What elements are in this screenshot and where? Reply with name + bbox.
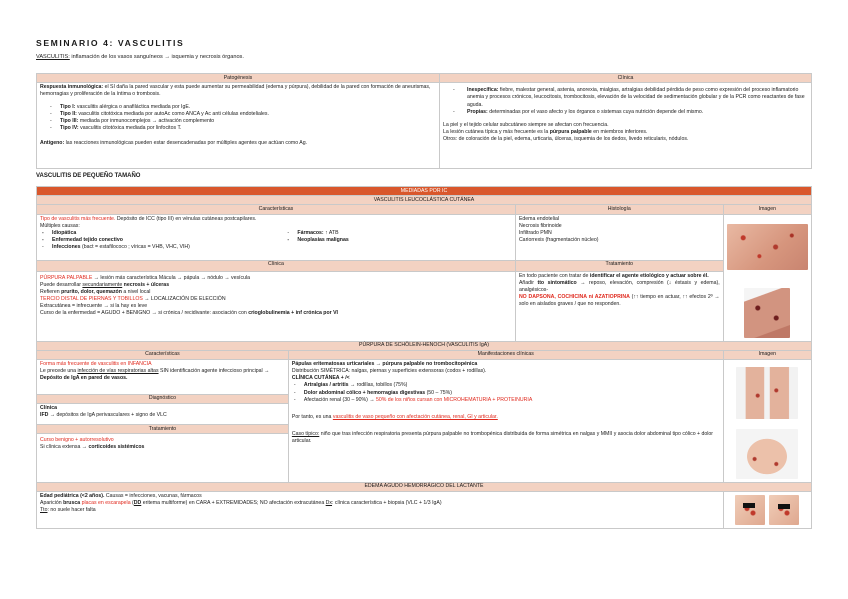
subtitle-label: VASCULITIS: (36, 54, 70, 60)
legs-photo (736, 367, 798, 419)
header-edema: EDEMA AGUDO HEMORRÁGICO DEL LACTANTE (37, 482, 812, 491)
main-table (36, 186, 812, 529)
list-item: - Artralgias / artritis → rodillas, tobillos (75%) (292, 382, 720, 389)
header-clinica: Clínica (37, 260, 516, 271)
page-subtitle (36, 54, 244, 62)
list-item: - Enfermedad tejido conectivo (40, 237, 285, 244)
sh-image-cell (723, 359, 811, 482)
clinica-p1: La piel y el tejido celular subcutáneo siempre se afectan con frecuencia. (443, 121, 609, 128)
bar-mediadas: MEDIADAS POR IC (37, 187, 812, 196)
col-patogenesis: Patogénesis (37, 74, 440, 83)
clinica-p2: La lesión cutánea típica y más frecuente es la púrpura palpable en miembros inferiores. (443, 129, 648, 136)
leuco-caracteristicas-cell: Tipo de vasculitis más frecuente. Depósito de ICC (tipo III) en vénulas cutáneas postcapilares. Múltiples causas: - Idiopática - Enfermedad tejido conectivo - Infecciones (bact = estafilococo ; víricas = VHB, VHC, VIH) - Fármacos: ↑ ATB - Neoplasias malignas (37, 214, 516, 260)
page-title: SEMINARIO 4: VASCULITIS (36, 38, 185, 48)
list-item: - Tipo II: vasculitis citotóxica mediada por autoAc como ANCA y Ac anti células endoteliales. (48, 111, 436, 118)
header-diagnostico: Diagnóstico (37, 394, 288, 404)
header-imagen: Imagen (723, 205, 811, 214)
header-caracteristicas: Características (37, 205, 516, 214)
sh-tratamiento: Curso benigno + autorresolutivo Si clínica extensa → corticoides sistémicos (40, 437, 145, 451)
sh-caracteristicas: Forma más frecuente de vasculitis en INFANCIA Le precede una infección de vías respiratorias altas SIN identificación agente infeccioso principal → Depósito de IgA en pared de vasos. (40, 360, 270, 382)
list-item: - Tipo I: vasculitis alérgica o anafiláctica mediada por IgE. (48, 104, 436, 111)
censor-bar (778, 504, 790, 509)
header-tratamiento: Tratamiento (515, 260, 723, 271)
subtitle-text: inflamación de los vasos sanguíneos → isquemia y necrosis órganos. (71, 54, 244, 60)
leuco-clinica-cell: PÚRPURA PALPABLE → lesión más característica Mácula → pápula → nódulo → vesícula Puede desarrollar secundariamente necrosis + úlceras Refieren prurito, dolor, quemazón a nivel local TERCIO DISTAL DE PIERNAS Y TOBILLOS → LOCALIZACIÓN DE ELECCIÓN Extracutánea = infrecuente → si la hay es leve Curso de la enfermedad = AGUDO + BENIGNO → si crónica / recidivante: asociación con crioglobulinemia + inf crónica por VI (37, 271, 516, 341)
clinica-cell (440, 83, 812, 169)
header-sh-caracteristicas: Características (37, 350, 289, 359)
leuco-image-cell (723, 214, 811, 341)
section-title: VASCULITIS DE PEQUEÑO TAMAÑO (36, 173, 141, 179)
sh-left-cell (37, 359, 289, 482)
list-item: - Tipo III: mediada por inmunocomplejos → activación complemento (48, 118, 436, 125)
patogenesis-cell (37, 83, 440, 169)
sh-manifestaciones-cell: Pápulas eritematosas urticariales → púrpura palpable no trombocitopénica Distribución SIMÉTRICA: nalgas, piernas y superficies extensoras (codos + rodillas). CLÍNICA CUTÁNEA + /< - Artralgias / artritis → rodillas, tobillos (75%) - Dolor abdominal cólico + hemorragias digestivas (50 – 75%) - Afectación renal (30 – 90%) → 50% de los niños cursan con MICROHEMATURIA + PROTEINURIA Por tanto, es una vasculitis de vaso pequeño con afectación cutánea, renal, GI y articular. Caso típico: niño que tras infección respiratoria presenta púrpura palpable no trombopénica distribuida de forma simétrica en nalgas y MMII y asocia dolor abdominal tipo cólico + dolor articular. (288, 359, 723, 482)
header-leucoclastica: VASCULITIS LEUCOCLÁSTICA CUTÁNEA (37, 196, 812, 205)
header-manifestaciones: Manifestaciones clínicas (288, 350, 723, 359)
header-histologia: Histología (515, 205, 723, 214)
leg-photo (744, 288, 790, 338)
back-photo (736, 429, 798, 479)
pato-paragraph: Respuesta inmunológica: el SI daña la pared vascular y esta puede aumentar su permeabilidad (edema y púrpura), debilidad de la pared con formación de aneurismas, hemorragias y proliferación de la íntima o trombosis. (40, 84, 431, 98)
header-sh-imagen: Imagen (723, 350, 811, 359)
causas-list-left (40, 230, 285, 252)
col-clinica: Clínica (440, 74, 812, 83)
intro-table (36, 73, 812, 169)
header-sh-tratamiento: Tratamiento (37, 424, 288, 434)
baby-photo-2 (769, 495, 799, 525)
histologia-cell: Edema endotelial Necrosis fibrinoide Infiltrado PMN Cariorrexis (fragmentación núcleo) (515, 214, 723, 260)
clinica-list (451, 87, 808, 116)
list-item: - Afectación renal (30 – 90%) → 50% de los niños cursan con MICROHEMATURIA + PROTEINURIA (292, 397, 720, 404)
list-item: - Fármacos: ↑ ATB (285, 230, 512, 237)
skin-photo (727, 224, 808, 270)
clinica-p3: Otros: de coloración de la piel, edema, urticaria, úlceras, isquemia de los dedos, livedo reticularis, nódulos. (443, 136, 689, 143)
list-item: - Dolor abdominal cólico + hemorragias digestivas (50 – 75%) (292, 390, 720, 397)
edema-cell: Edad pediátrica (<2 años). Causas = infecciones, vacunas, fármacos Aparición brusca placas en escarapela (DD eritema multiforme) en CARA + EXTREMIDADES; NO afectación extracutánea Dx: clínica característica + biopsia (VLC + 1/3 IgA) Tto: no suele hacer falta (37, 492, 724, 529)
list-item: - Neoplasias malignas (285, 237, 512, 244)
list-item: - Inespecífica: fiebre, malestar general, astenia, anorexia, mialgias, artralgias debilidad pérdida de peso como expresión del proceso inflamatorio anemia y procesos crónicos, leucocitosis, trombocitosis, elevación de la velocidad de sedimentación globular y de la PCR como reactantes de fase aguda. (451, 87, 808, 109)
edema-image-cell (723, 492, 811, 529)
list-item: - Propias: determinadas por el vaso afecto y los órganos o sistemas cuya nutrición depende del mismo. (451, 109, 808, 116)
list-item: - Idiopática (40, 230, 285, 237)
causas-list-right (285, 230, 512, 252)
header-schonlein: PÚRPURA DE SCHÖLEIN-HENOCH (VASCULITIS IgA) (37, 341, 812, 350)
leuco-frequency: Tipo de vasculitis más frecuente. (40, 215, 116, 222)
manif-list (292, 382, 720, 404)
censor-bar (743, 503, 755, 508)
sh-diagnostico: Clínica IFD → depósitos de IgA perivasculares + signo de VLC (40, 405, 167, 419)
types-list (48, 104, 436, 133)
baby-photo-1 (735, 495, 765, 525)
leuco-tratamiento-cell: En todo paciente con tratar de identificar el agente etiológico y actuar sobre él. Añadir tto sintomático → reposo, elevación, compresión (↓ éxtasis y edema), analgésicos- NO DAPSONA, COCHICINA ni AZATIOPRINA (↑↑ tiempo en actuar, ↑↑ efectos 2º → solo en aislados graves / que no responden. (515, 271, 723, 341)
list-item: - Tipo IV: vasculitis citotóxica mediada por linfocitos T. (48, 125, 436, 132)
antigeno-paragraph: Antígeno: las reacciones inmunológicas pueden estar desencadenadas por múltiples agentes que actúan como Ag. (40, 140, 308, 147)
list-item: - Infecciones (bact = estafilococo ; víricas = VHB, VHC, VIH) (40, 244, 285, 251)
